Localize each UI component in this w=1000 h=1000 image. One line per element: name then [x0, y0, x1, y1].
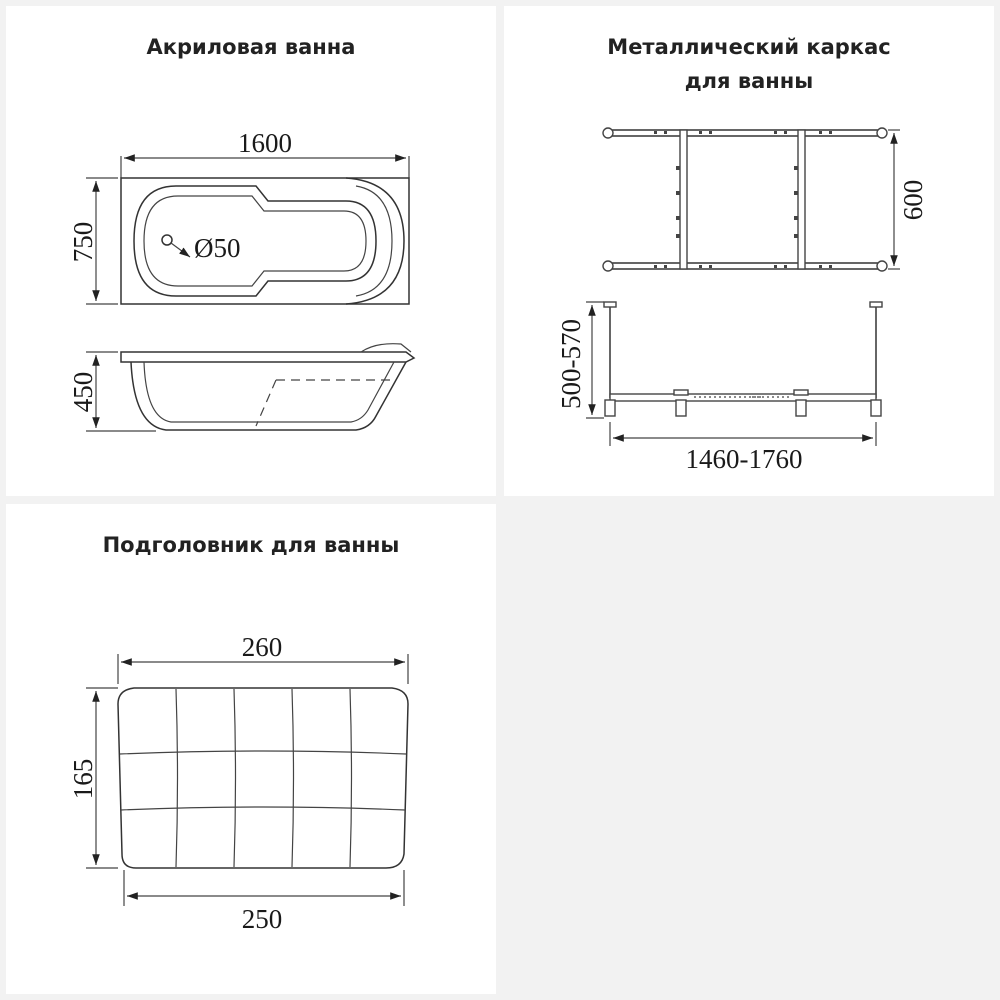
frame-foot-left — [605, 400, 615, 416]
dim-bath-drain: Ø50 — [194, 233, 241, 263]
drain-icon — [162, 235, 172, 245]
headrest-drawing — [6, 504, 496, 994]
bath-headrest-outline — [346, 178, 404, 304]
dim-bath-length: 1600 — [238, 128, 292, 158]
headrest-grid — [120, 689, 406, 867]
bath-rim — [121, 352, 414, 362]
dim-bath-height: 450 — [68, 371, 98, 413]
bath-headrest-side — [361, 344, 411, 352]
frame-side-beam — [610, 394, 876, 401]
panel-headrest — [6, 504, 496, 994]
panel-acrylic-bath — [6, 6, 496, 496]
frame-crossbar-left — [680, 130, 687, 269]
dim-frame-height: 500-570 — [556, 319, 586, 409]
dim-bath-width: 750 — [68, 221, 98, 263]
bath-side-inner — [144, 362, 394, 422]
dim-headrest-height: 165 — [68, 758, 98, 800]
dim-headrest-top: 260 — [241, 632, 283, 662]
frame-foot-mid-right — [796, 400, 806, 416]
frame-foot-icon — [603, 261, 613, 271]
bath-basin-outer — [134, 186, 376, 296]
frame-bracket — [794, 390, 808, 395]
dim-frame-depth: 600 — [898, 179, 928, 221]
panel-title-frame-line1: Металлический каркас — [607, 35, 891, 59]
panel-title-headrest: Подголовник для ванны — [102, 533, 400, 557]
bath-drawing — [6, 6, 496, 496]
frame-foot-icon — [603, 128, 613, 138]
frame-foot-mid-left — [676, 400, 686, 416]
panel-title-bath: Акриловая ванна — [146, 35, 356, 59]
panel-title-frame-line2: для ванны — [684, 69, 814, 93]
panel-metal-frame — [504, 6, 994, 496]
frame-leg-cap — [604, 302, 616, 307]
dim-frame-length: 1460-1760 — [685, 444, 803, 474]
bath-headrest-inner — [356, 186, 392, 296]
frame-foot-icon — [877, 261, 887, 271]
headrest-body — [118, 688, 408, 868]
frame-crossbar-right — [798, 130, 805, 269]
dim-headrest-bottom: 250 — [241, 904, 283, 934]
frame-bracket — [674, 390, 688, 395]
frame-drawing — [504, 6, 994, 496]
drain-pointer — [171, 243, 190, 257]
frame-foot-right — [871, 400, 881, 416]
frame-foot-icon — [877, 128, 887, 138]
frame-leg-cap — [870, 302, 882, 307]
bath-basin-inner — [144, 196, 366, 286]
